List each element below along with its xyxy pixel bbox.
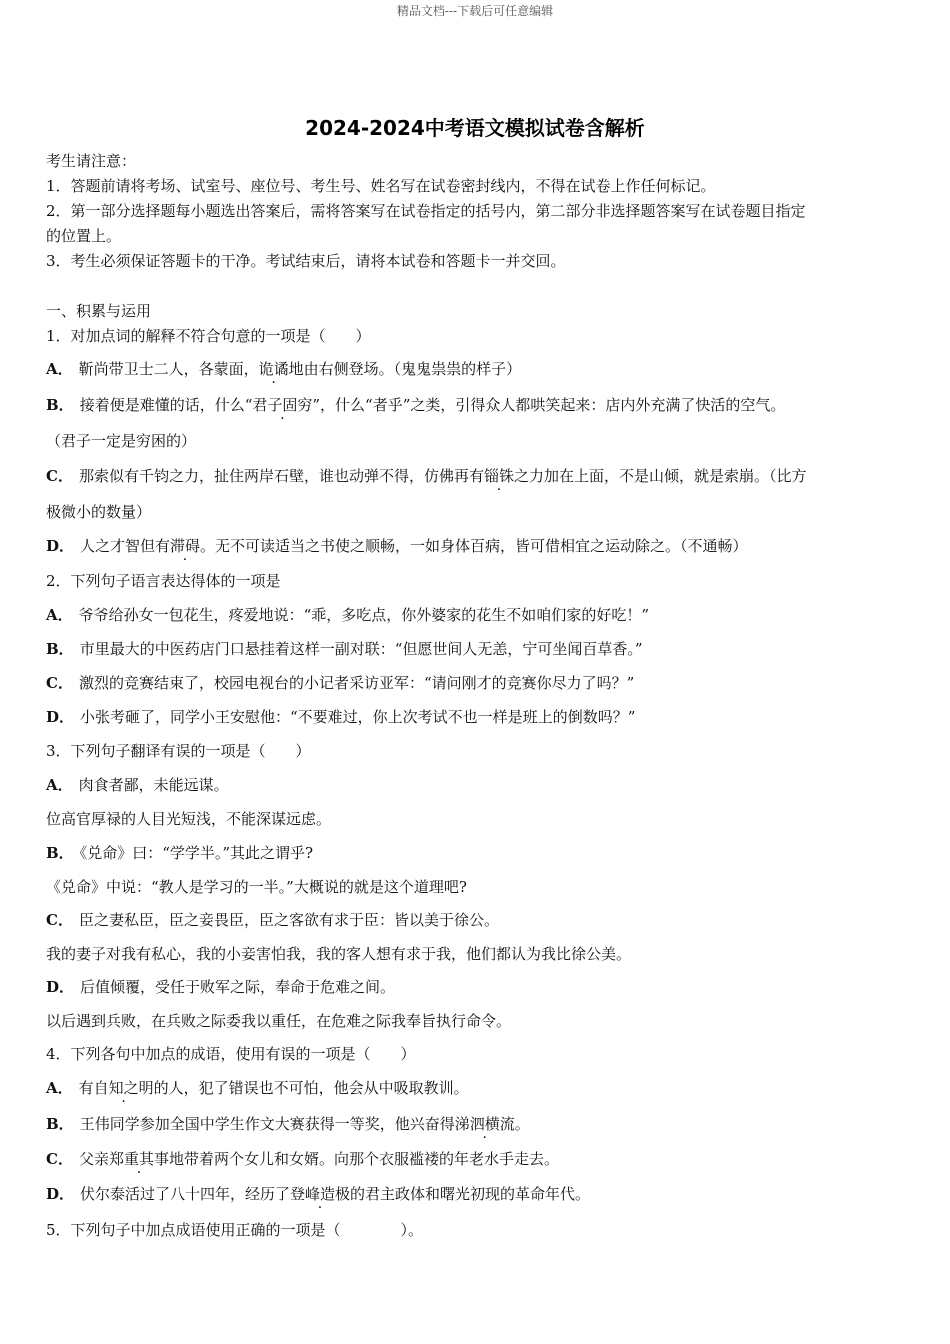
option-text: 的君主政体和曙光初现的革命年代。 bbox=[350, 1185, 591, 1203]
q3-option-b bbox=[46, 842, 906, 864]
option-text: 。无不可读适当之书使之顺畅，一如身体百病，皆可借相宜之运动除之。（不通畅） bbox=[200, 537, 748, 555]
page-header: 精品文档---下载后可任意编辑 bbox=[396, 4, 554, 18]
option-label: D． bbox=[46, 1185, 75, 1203]
option-label: C． bbox=[46, 911, 73, 929]
option-label: B． bbox=[46, 640, 74, 658]
option-text: 《兑命》曰：“学学半。”其此之谓乎? bbox=[79, 844, 314, 862]
q1-option-b bbox=[46, 394, 906, 416]
q2-option-d bbox=[46, 706, 906, 728]
option-text: 后值倾覆，受任于败军之际，奉命于危难之间。 bbox=[80, 978, 396, 996]
notice-item-1: 1．答题前请将考场、试室号、座位号、考生号、姓名写在试卷密封线内，不得在试卷上作任何标记。 bbox=[46, 177, 716, 195]
option-label: B． bbox=[46, 844, 74, 862]
q1-option-b-cont: （君子一定是穷困的） bbox=[46, 432, 197, 450]
option-text: 靳尚带卫士二人，各蒙面， bbox=[78, 360, 259, 378]
option-text: 接着便是难懂的话，什么“ bbox=[79, 396, 253, 414]
option-label: A． bbox=[46, 360, 73, 378]
dotted-word: 自知之明 bbox=[93, 1079, 154, 1097]
option-label: C． bbox=[46, 674, 73, 692]
q3-option-a bbox=[46, 774, 906, 796]
option-text: ”，什么“者乎”之类，引得众人都哄笑起来：店内外充满了快活的空气。 bbox=[312, 396, 786, 414]
option-text: 那索似有千钧之力，扯住两岸石壁，谁也动弹不得，仿佛再有 bbox=[78, 467, 484, 485]
notice-item-2-cont: 的位置上。 bbox=[46, 227, 122, 245]
option-label: A． bbox=[46, 606, 73, 624]
option-label: A． bbox=[46, 776, 73, 794]
notice-item-2: 2．第一部分选择题每小题选出答案后，需将答案写在试卷指定的括号内，第二部分非选择题答案写在试卷题目指定 bbox=[46, 202, 806, 220]
q3-option-b-translation: 《兑命》中说：“教人是学习的一半。”大概说的就是这个道理吧? bbox=[46, 878, 467, 896]
option-label: B． bbox=[46, 1115, 74, 1133]
option-text: 小张考砸了，同学小王安慰他：“不要难过，你上次考试不也一样是班上的倒数吗？” bbox=[80, 708, 636, 726]
dotted-word: 锱铢 bbox=[483, 467, 514, 485]
q4-option-b bbox=[46, 1113, 906, 1135]
q5-stem: 5．下列句子中加点成语使用正确的一项是（ ）。 bbox=[46, 1221, 424, 1239]
q3-stem: 3．下列句子翻译有误的一项是（ ） bbox=[46, 742, 311, 760]
notice-heading: 考生请注意： bbox=[46, 152, 137, 170]
q1-option-a bbox=[46, 358, 906, 380]
option-label: D． bbox=[46, 708, 75, 726]
q2-option-a bbox=[46, 604, 906, 626]
q1-option-c bbox=[46, 465, 906, 487]
option-text: 人之才智但有 bbox=[80, 537, 171, 555]
option-text: 有 bbox=[78, 1079, 94, 1097]
option-text: 伏尔泰活过了八十四年，经历了 bbox=[80, 1185, 291, 1203]
option-text: 之力加在上面，不是山倾，就是索崩。（比方 bbox=[513, 467, 807, 485]
option-label: C． bbox=[46, 467, 73, 485]
q3-option-c-translation: 我的妻子对我有私心，我的小妾害怕我，我的客人想有求于我，他们都认为我比徐公美。 bbox=[46, 945, 632, 963]
q3-option-a-translation: 位高官厚禄的人目光短浅，不能深谋远虑。 bbox=[46, 810, 332, 828]
option-text: 王伟同学参加全国中学生作文大赛获得一等奖，他兴奋得 bbox=[79, 1115, 455, 1133]
q1-option-d bbox=[46, 535, 906, 557]
option-label: A． bbox=[46, 1079, 73, 1097]
option-label: D． bbox=[46, 978, 75, 996]
option-text: 爷爷给孙女一包花生，疼爱地说：“乖，多吃点，你外婆家的花生不如咱们家的好吃！” bbox=[78, 606, 649, 624]
dotted-word: 诡谲 bbox=[258, 360, 289, 378]
option-label: D． bbox=[46, 537, 75, 555]
option-text: 父亲 bbox=[78, 1150, 109, 1168]
option-label: B． bbox=[46, 396, 74, 414]
option-text: 的人，犯了错误也不可怕，他会从中吸取教训。 bbox=[153, 1079, 469, 1097]
dotted-word: 郑重其事 bbox=[108, 1150, 169, 1168]
option-text: 激烈的竞赛结束了，校园电视台的小记者采访亚军：“请问刚才的竞赛你尽力了吗？” bbox=[78, 674, 635, 692]
q2-stem: 2．下列句子语言表达得体的一项是 bbox=[46, 572, 281, 590]
option-text: 地带着两个女儿和女婿。向那个衣服褴褛的年老水手走去。 bbox=[168, 1150, 559, 1168]
q3-option-c bbox=[46, 909, 906, 931]
section-heading: 一、积累与运用 bbox=[46, 302, 152, 320]
dotted-word: 君子固穷 bbox=[252, 396, 313, 414]
option-text: 。 bbox=[514, 1115, 530, 1133]
q3-option-d-translation: 以后遇到兵败，在兵败之际委我以重任，在危难之际我奉旨执行命令。 bbox=[46, 1012, 512, 1030]
dotted-word: 滞碍 bbox=[170, 537, 201, 555]
q4-option-c bbox=[46, 1148, 906, 1170]
q4-option-a bbox=[46, 1077, 906, 1099]
option-text: 市里最大的中医药店门口悬挂着这样一副对联：“但愿世间人无恙，宁可坐闻百草香。” bbox=[79, 640, 643, 658]
q3-option-d bbox=[46, 976, 906, 998]
q4-stem: 4．下列各句中加点的成语，使用有误的一项是（ ） bbox=[46, 1045, 416, 1063]
q4-option-d bbox=[46, 1183, 906, 1205]
option-text: 肉食者鄙，未能远谋。 bbox=[78, 776, 229, 794]
q2-option-b bbox=[46, 638, 906, 660]
q2-option-c bbox=[46, 672, 906, 694]
option-text: 臣之妻私臣，臣之妾畏臣，臣之客欲有求于臣：皆以美于徐公。 bbox=[78, 911, 499, 929]
notice-item-3: 3．考生必须保证答题卡的干净。考试结束后，请将本试卷和答题卡一并交回。 bbox=[46, 252, 566, 270]
option-text: 地由右侧登场。（鬼鬼祟祟的样子） bbox=[288, 360, 522, 378]
dotted-word: 登峰造极 bbox=[290, 1185, 351, 1203]
q1-stem: 1．对加点词的解释不符合句意的一项是（ ） bbox=[46, 327, 371, 345]
page-title: 2024-2024中考语文模拟试卷含解析 bbox=[305, 116, 645, 140]
dotted-word: 涕泗横流 bbox=[454, 1115, 515, 1133]
q1-option-c-cont: 极微小的数量） bbox=[46, 503, 152, 521]
option-label: C． bbox=[46, 1150, 73, 1168]
